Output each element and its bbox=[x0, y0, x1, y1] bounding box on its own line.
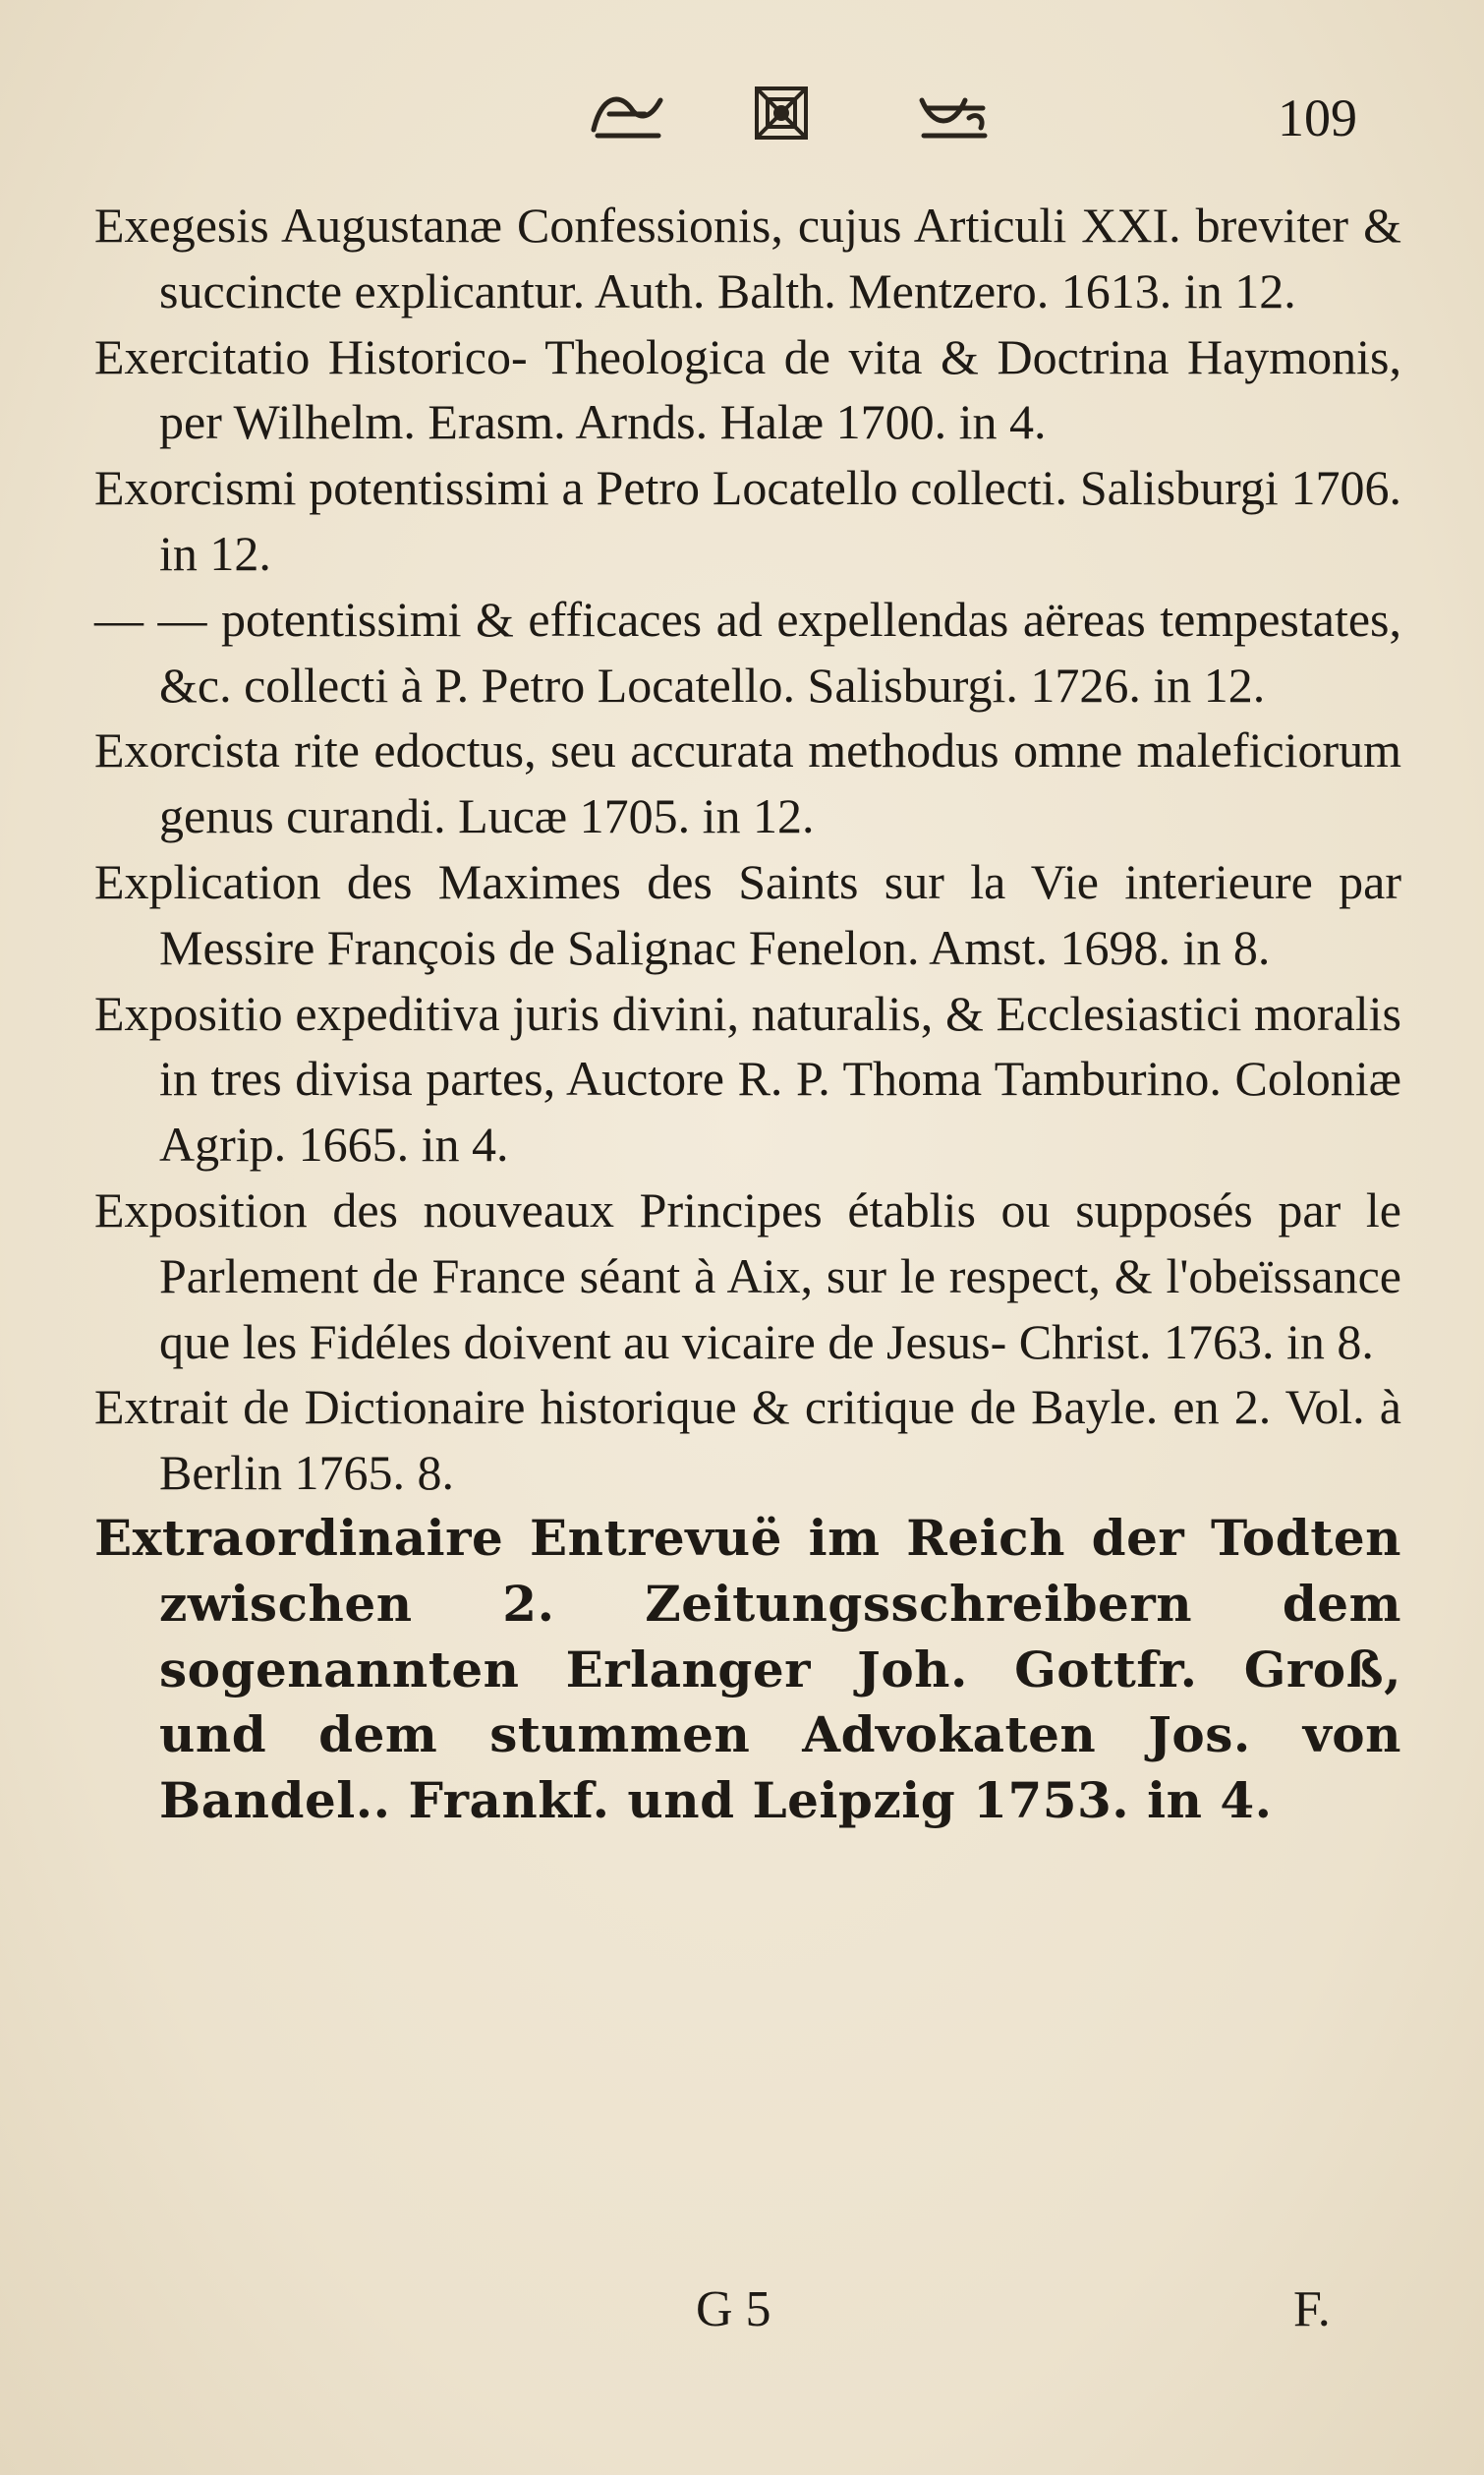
catalog-entry: — — potentissimi & efficaces ad expellendas aëreas tempestates, &c. collecti à P. Petro Locatello. Salisburgi. 1726. in 12. bbox=[94, 591, 1401, 713]
catalog-entries bbox=[94, 193, 1401, 1834]
catalog-entry: Exercitatio Historico- Theologica de vita & Doctrina Haymonis, per Wilhelm. Erasm. Arnds. Halæ 1700. in 4. bbox=[94, 328, 1401, 450]
header-ornament-icon bbox=[580, 79, 1002, 147]
catalog-entry-fraktur: Extraordinaire Entrevuë im Reich der Todten zwischen 2. Zeitungsschreibern dem sogenannten Erlanger Joh. Gottfr. Groß, und dem stummen Advokaten Jos. von Bandel.. Frankf. und Leipzig 1753. in 4. bbox=[94, 1508, 1401, 1830]
page-footer bbox=[0, 2280, 1484, 2349]
page-header bbox=[0, 69, 1484, 157]
catalog-entry: Exegesis Augustanæ Confessionis, cujus Articuli XXI. breviter & succincte explicantur. Auth. Balth. Mentzero. 1613. in 12. bbox=[94, 198, 1401, 318]
catalog-entry: Exposition des nouveaux Principes établis ou supposés par le Parlement de France séant à Aix, sur le respect, & l'obeïssance que les Fidéles doivent au vicaire de Jesus- Christ. 1763. in 8. bbox=[94, 1181, 1401, 1369]
signature-mark: G 5 bbox=[696, 2281, 771, 2337]
catalog-entry: Exorcista rite edoctus, seu accurata methodus omne maleficiorum genus curandi. Lucæ 1705. in 12. bbox=[94, 722, 1401, 844]
catalog-entry: Exorcismi potentissimi a Petro Locatello collecti. Salisburgi 1706. in 12. bbox=[94, 460, 1401, 581]
page-number: 109 bbox=[1278, 88, 1357, 147]
catalog-entry: Expositio expeditiva juris divini, naturalis, & Ecclesiastici moralis in tres divisa partes, Auctore R. P. Thoma Tamburino. Coloniæ Agrip. 1665. in 4. bbox=[94, 985, 1401, 1173]
catchword: F. bbox=[1293, 2281, 1331, 2337]
catalog-entry: Extrait de Dictionaire historique & critique de Bayle. en 2. Vol. à Berlin 1765. 8. bbox=[94, 1379, 1401, 1501]
catalog-entry: Explication des Maximes des Saints sur la Vie interieure par Messire François de Salignac Fenelon. Amst. 1698. in 8. bbox=[94, 853, 1401, 975]
